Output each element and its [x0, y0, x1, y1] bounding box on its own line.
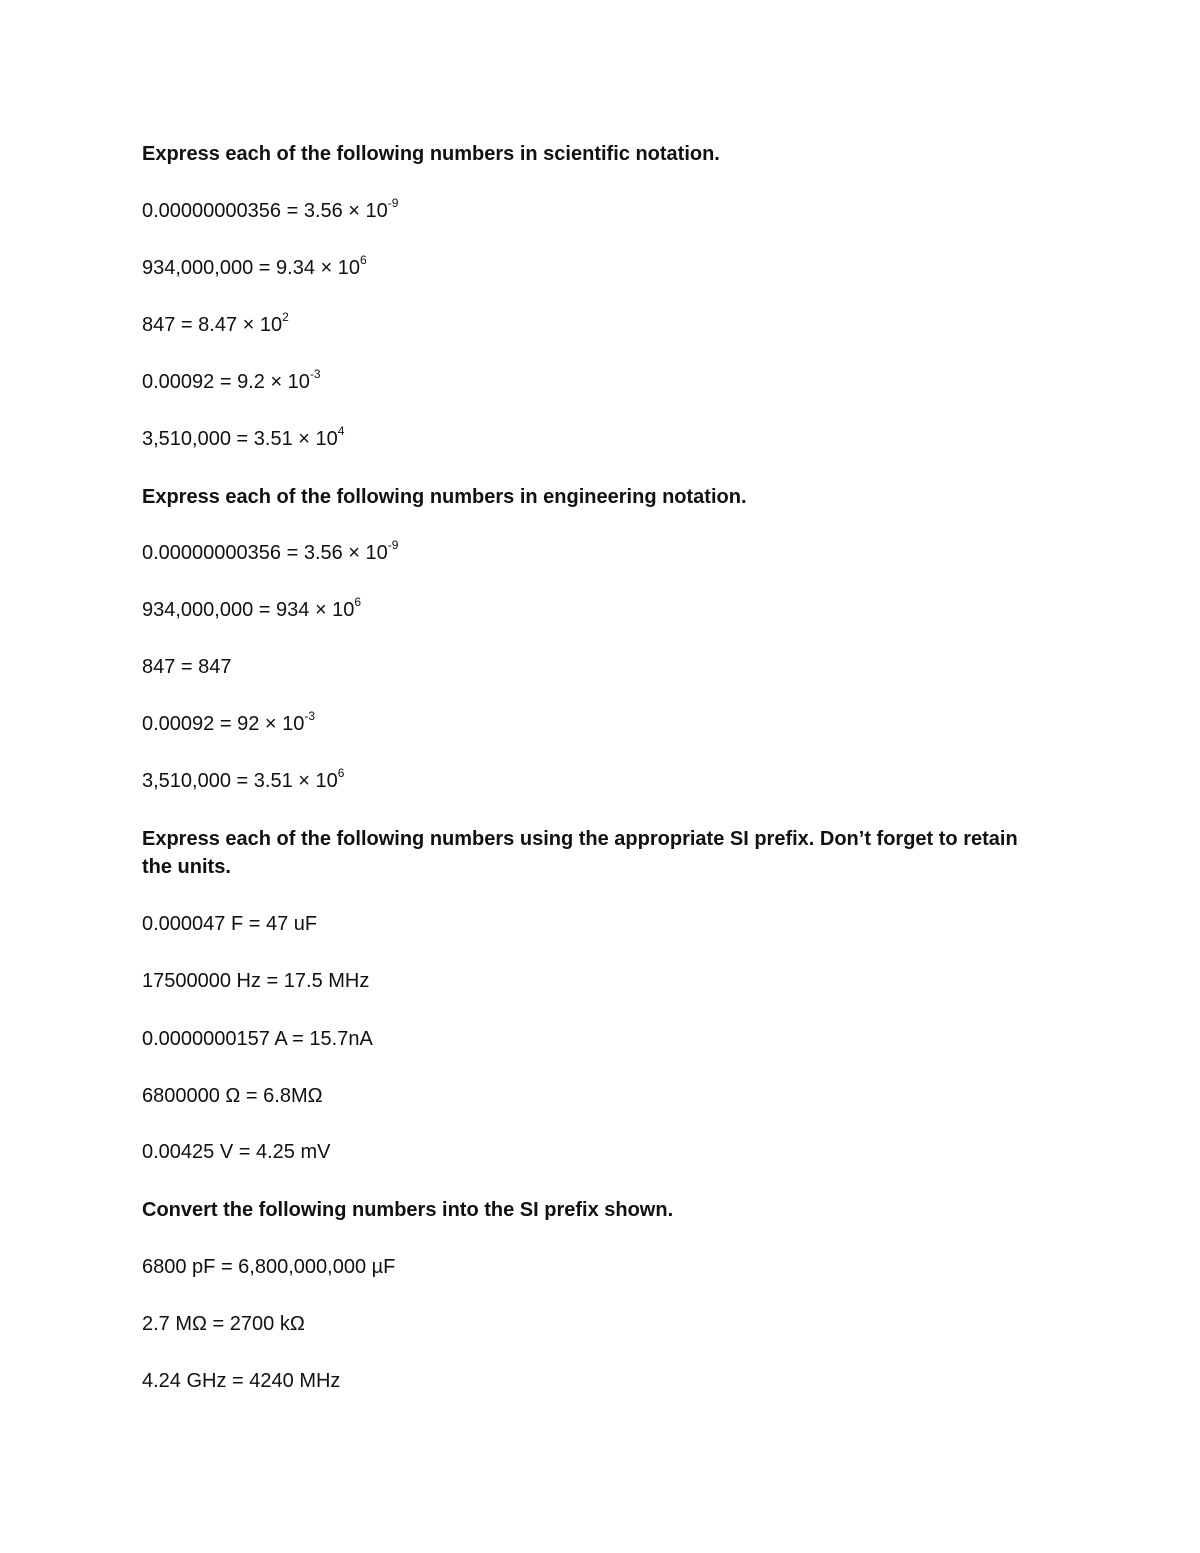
answer-line [142, 1025, 1042, 1053]
answer-text: 0.000047 F = 47 uF [142, 913, 318, 935]
answer-line [142, 653, 1042, 681]
exponent: 2 [282, 310, 289, 325]
section-heading-scientific: Express each of the following numbers in scientific notation. [142, 143, 720, 165]
exponent: 6 [359, 253, 367, 268]
answer-text: 847 = 8.47 × 10 [142, 314, 283, 336]
answer-line [142, 1082, 1042, 1110]
answer-line [142, 767, 1042, 795]
exponent: 6 [354, 595, 362, 610]
answer-text: 6800000 Ω = 6.8MΩ [142, 1085, 323, 1107]
answer-line [142, 254, 1042, 282]
answer-text: 934,000,000 = 9.34 × 10 [142, 257, 360, 279]
answer-text: 0.00000000356 = 3.56 × 10 [142, 200, 388, 222]
answer-line [142, 1253, 1042, 1281]
answer-line [142, 1138, 1042, 1166]
section-heading-convert: Convert the following numbers into the SI prefix shown. [142, 1199, 674, 1221]
answer-text: 0.00092 = 9.2 × 10 [142, 371, 310, 393]
answer-text: 17500000 Hz = 17.5 MHz [142, 970, 370, 992]
answer-line [142, 596, 1042, 624]
answer-text: 4.24 GHz = 4240 MHz [142, 1370, 341, 1392]
answer-line [142, 368, 1042, 396]
answer-text: 934,000,000 = 934 × 10 [142, 599, 355, 621]
answer-text: 6800 pF = 6,800,000,000 µF [142, 1256, 396, 1278]
exponent: -9 [387, 196, 399, 211]
exponent: 6 [337, 766, 345, 781]
answer-line [142, 1367, 1042, 1395]
answer-line [142, 967, 1042, 995]
section-heading-si-prefix: Express each of the following numbers using the appropriate SI prefix. Don’t forget to retain the units. [142, 828, 1018, 878]
answer-line [142, 710, 1042, 738]
answer-text: 0.0000000157 A = 15.7nA [142, 1028, 373, 1050]
answer-line [142, 197, 1042, 225]
answer-line [142, 425, 1042, 453]
exponent: 4 [337, 424, 345, 439]
answer-text: 2.7 MΩ = 2700 kΩ [142, 1313, 305, 1335]
exponent: -3 [309, 367, 321, 382]
answer-text: 0.00425 V = 4.25 mV [142, 1141, 331, 1163]
answer-text: 847 = 847 [142, 656, 232, 678]
answer-text: 3,510,000 = 3.51 × 10 [142, 428, 338, 450]
answer-text: 3,510,000 = 3.51 × 10 [142, 770, 338, 792]
answer-line [142, 311, 1042, 339]
answer-line [142, 910, 1042, 938]
answer-line [142, 539, 1042, 567]
exponent: -9 [387, 538, 399, 553]
section-heading-engineering: Express each of the following numbers in engineering notation. [142, 486, 747, 508]
answer-line [142, 1310, 1042, 1338]
exponent: -3 [304, 709, 316, 724]
answer-text: 0.00092 = 92 × 10 [142, 713, 305, 735]
answer-text: 0.00000000356 = 3.56 × 10 [142, 542, 388, 564]
